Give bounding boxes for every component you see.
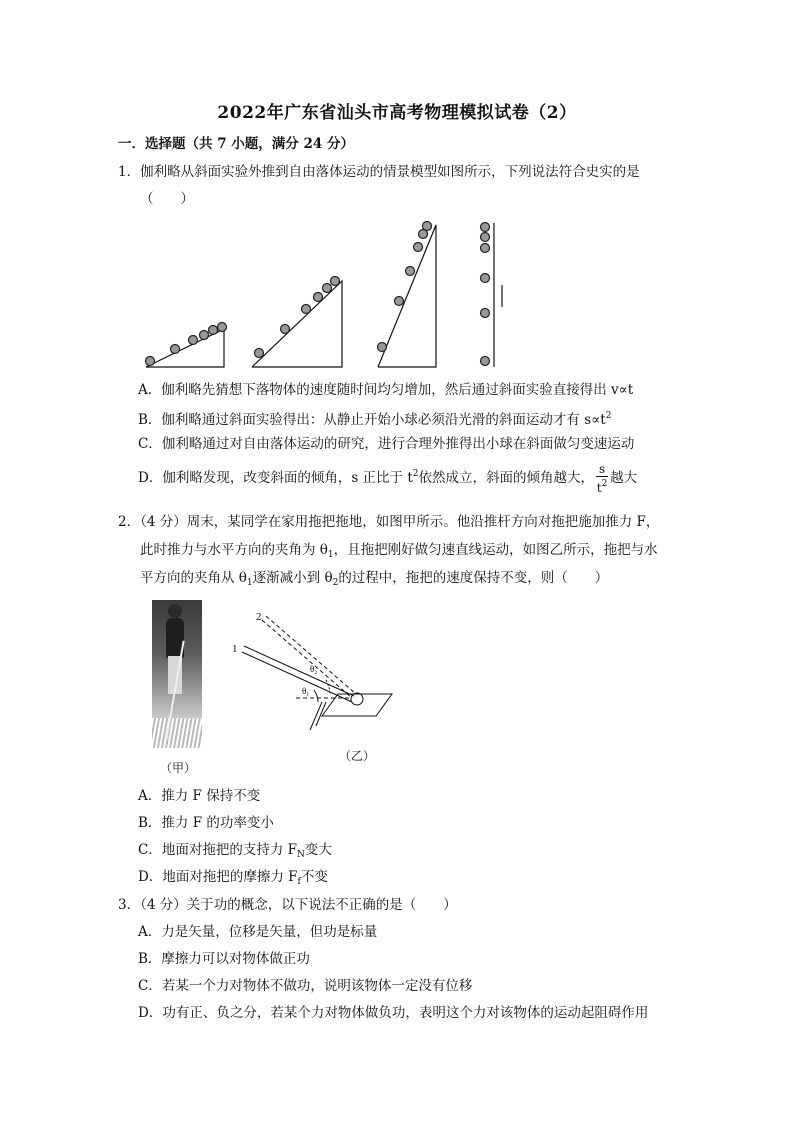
ball bbox=[423, 222, 432, 231]
ball bbox=[302, 305, 311, 314]
q1-option-b: B．伽利略通过斜面实验得出：从静止开始小球必须沿光滑的斜面运动才有 $s\propto t^2$ bbox=[138, 411, 612, 428]
section-heading: 一．选择题（共 7 小题，满分 24 分） bbox=[118, 136, 354, 152]
fraction-s-over-t2: $\frac{s}{t^2}$ bbox=[596, 462, 608, 495]
ball bbox=[323, 284, 332, 293]
ball bbox=[189, 336, 198, 345]
ball bbox=[255, 349, 264, 358]
q2-option-a: A．推力 F 保持不变 bbox=[138, 788, 261, 804]
caption-yi: （乙） bbox=[339, 749, 376, 763]
ball bbox=[200, 331, 209, 340]
ball bbox=[395, 297, 404, 306]
q2-stem-line3: 平方向的夹角从 $\theta_1$逐渐减小到 $\theta_2$的过程中，拖把的速度保持不变，则（ ） bbox=[140, 570, 609, 588]
page-title: 2022年广东省汕头市高考物理模拟试卷（2） bbox=[217, 103, 577, 123]
ball bbox=[406, 267, 415, 276]
q3-option-d: D．功有正、负之分，若某个力对物体做负功，表明这个力对该物体的运动起阻碍作用 bbox=[138, 1005, 649, 1021]
incline-2 bbox=[252, 281, 342, 367]
q1-option-a: A．伽利略先猜想下落物体的速度随时间均匀增加，然后通过斜面实验直接得出 v∝t bbox=[138, 382, 634, 398]
ball bbox=[378, 343, 387, 352]
q1-stem-line1: 1．伽利略从斜面实验外推到自由落体运动的情景模型如图所示，下列说法符合史实的是 bbox=[118, 164, 640, 180]
ball bbox=[414, 243, 423, 252]
ball bbox=[481, 274, 490, 283]
mop-force-diagram bbox=[226, 602, 398, 734]
ball bbox=[331, 277, 340, 286]
fig-theta-1: θ₁ bbox=[302, 686, 310, 696]
q2-stem-line2: 此时推力与水平方向的夹角为 $\theta_1$，且拖把刚好做匀速直线运动，如图乙所示，拖把与水 bbox=[140, 542, 658, 560]
q3-option-a: A．力是矢量，位移是矢量，但功是标量 bbox=[138, 924, 378, 940]
q1-option-d: D．伽利略发现，改变斜面的倾角，s 正比于 $t^2$依然成立，斜面的倾角越大， $\frac{s}{t^2}$ 越大 bbox=[138, 462, 638, 495]
q1-stem-line2: （ ） bbox=[140, 191, 194, 207]
q1-option-c: C．伽利略通过对自由落体运动的研究，进行合理外推得出小球在斜面做匀变速运动 bbox=[138, 436, 635, 452]
q3-option-b: B．摩擦力可以对物体做正功 bbox=[138, 951, 310, 967]
ball bbox=[481, 357, 490, 366]
q2-option-b: B．推力 F 的功率变小 bbox=[138, 815, 274, 831]
fig-label-1: 1 bbox=[232, 643, 238, 655]
fig-theta-2: θ₂ bbox=[310, 664, 318, 674]
q2-stem-line1: 2．（4 分）周末，某同学在家用拖把拖地，如图甲所示。他沿推杆方向对拖把施加推力 F， bbox=[118, 514, 660, 530]
ball bbox=[146, 357, 155, 366]
fig-label-2: 2 bbox=[256, 611, 262, 623]
ball bbox=[281, 325, 290, 334]
caption-jia: （甲） bbox=[160, 761, 197, 775]
ball bbox=[314, 293, 323, 302]
ball bbox=[218, 323, 227, 332]
ball bbox=[171, 345, 180, 354]
mopping-photo bbox=[152, 600, 202, 748]
q1-incline-figure bbox=[138, 215, 508, 375]
q2-option-d: D．地面对拖把的摩擦力 $F_f$不变 bbox=[138, 869, 328, 887]
ball bbox=[481, 309, 490, 318]
ball bbox=[481, 233, 490, 242]
q3-option-c: C．若某一个力对物体不做功，说明该物体一定没有位移 bbox=[138, 978, 473, 994]
ball bbox=[481, 223, 490, 232]
ball bbox=[209, 326, 218, 335]
q2-option-c: C．地面对拖把的支持力 $F_N$变大 bbox=[138, 842, 332, 860]
ball bbox=[481, 244, 490, 253]
q3-stem: 3．（4 分）关于功的概念，以下说法不正确的是（ ） bbox=[118, 897, 457, 913]
